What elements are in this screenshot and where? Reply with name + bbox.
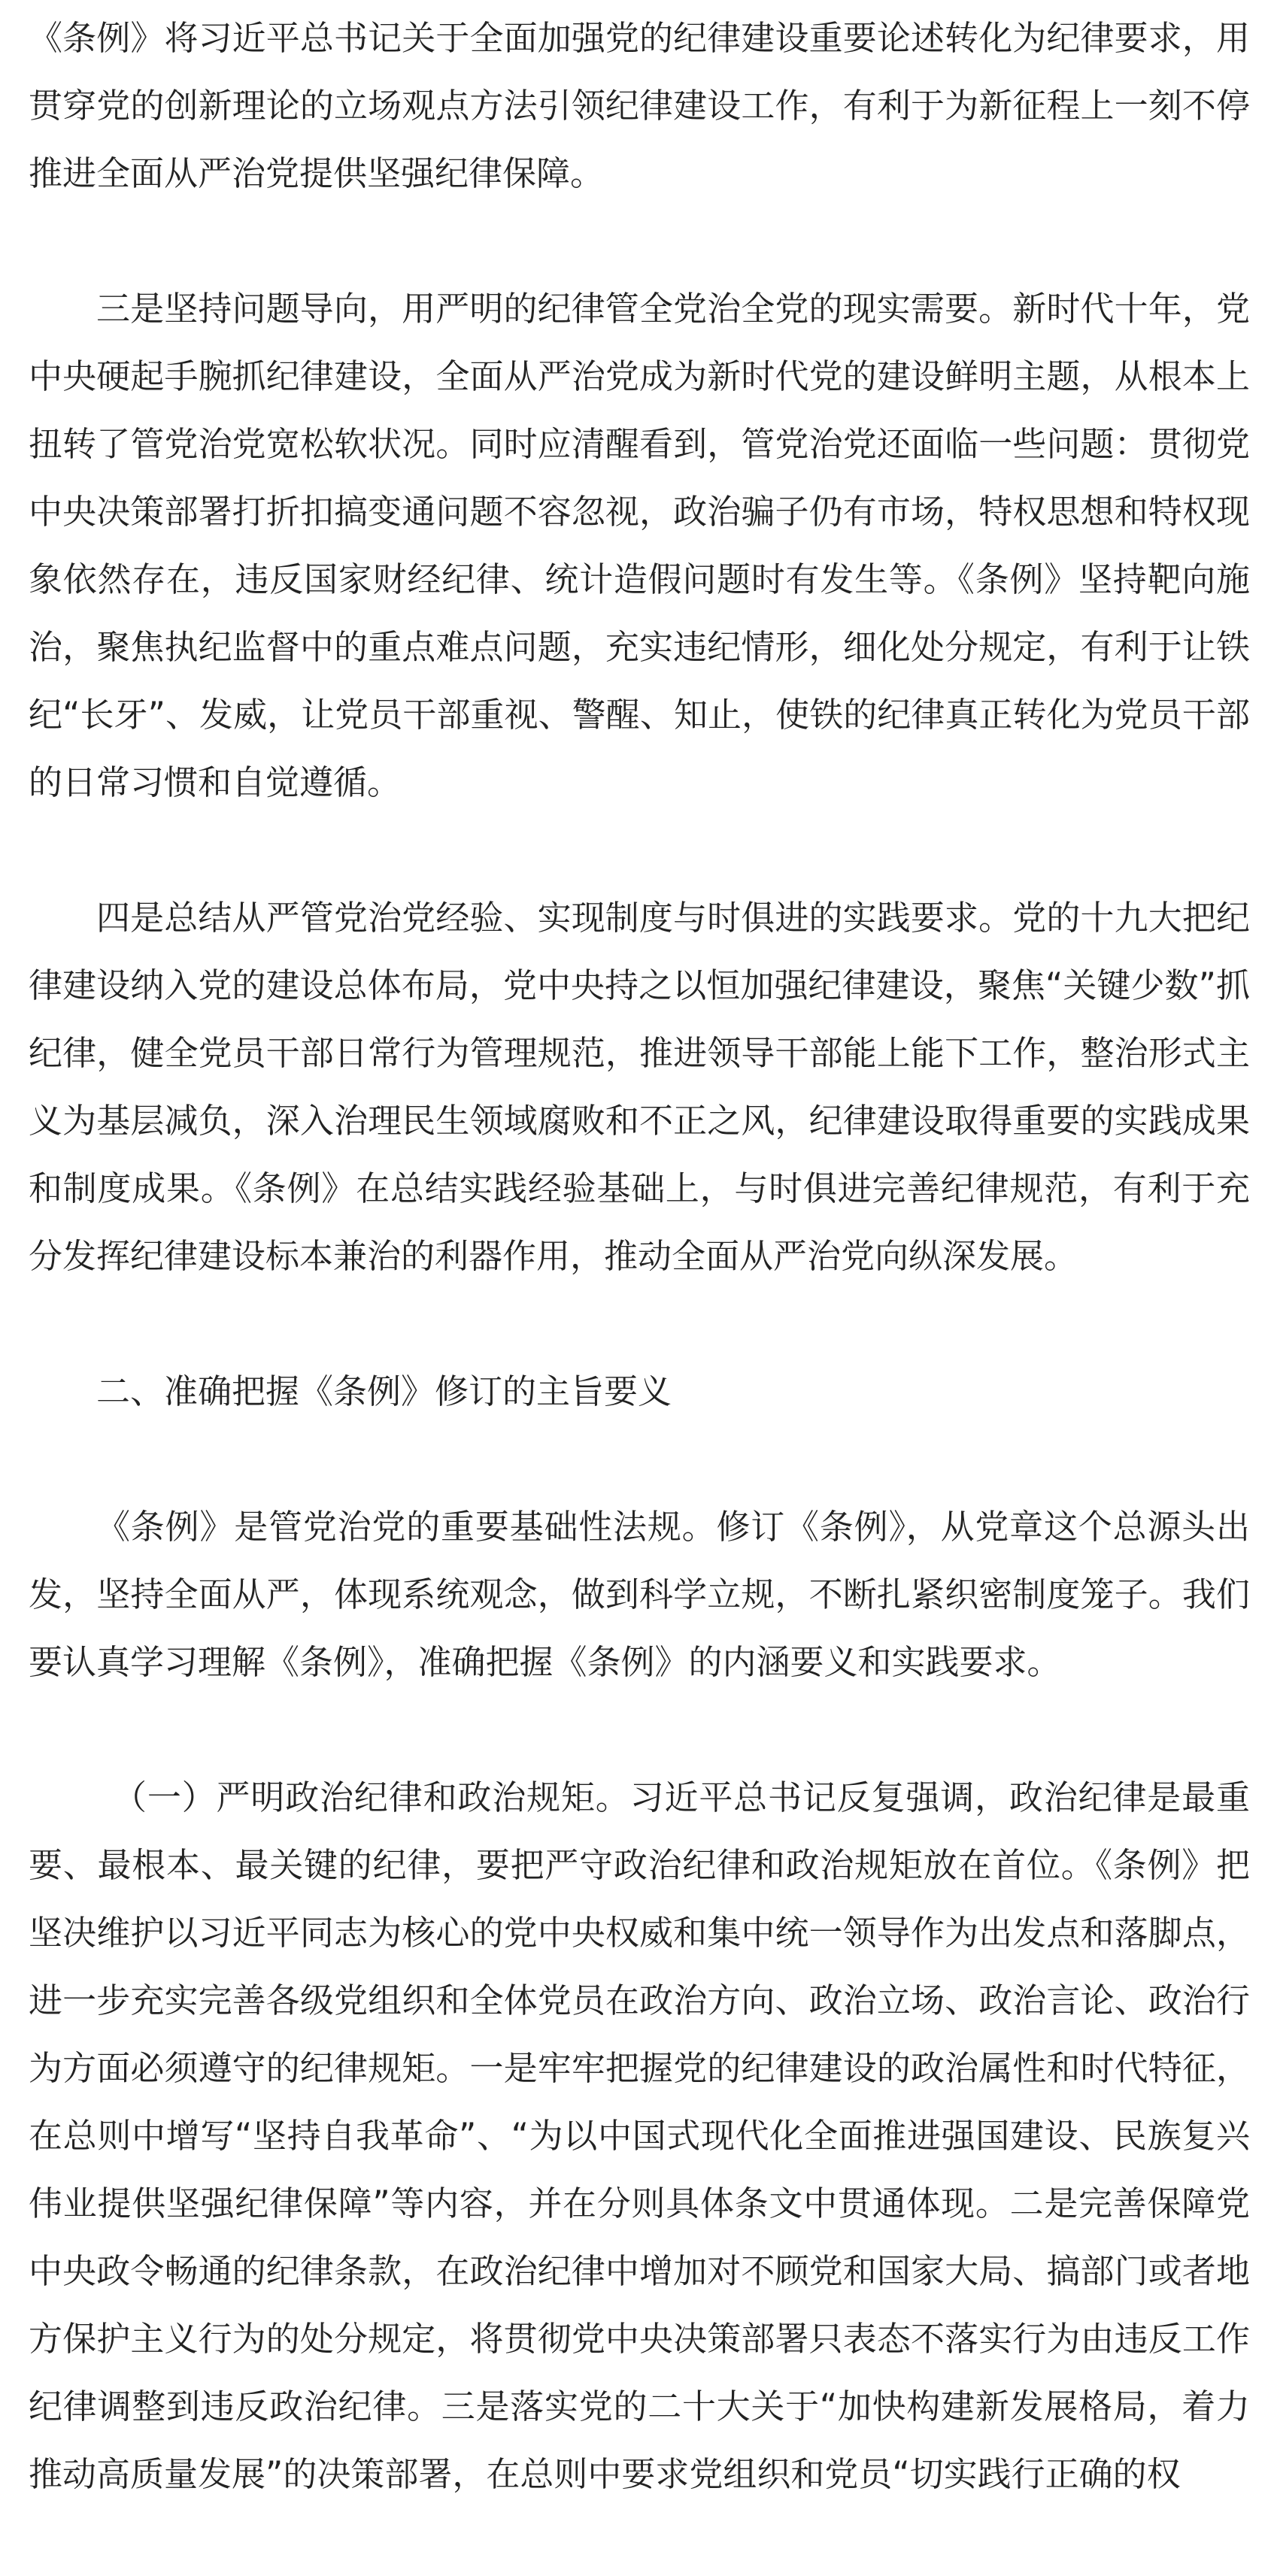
article-body [29,5,1250,2576]
paragraph-point-three: 三是坚持问题导向，用严明的纪律管全党治全党的现实需要。新时代十年，党中央硬起手腕抓纪律建设，全面从严治党成为新时代党的建设鲜明主题，从根本上扭转了管党治党宽松软状况。同时应清醒看到，管党治党还面临一些问题：贯彻党中央决策部署打折扣搞变通问题不容忽视，政治骗子仍有市场，特权思想和特权现象依然存在，违反国家财经纪律、统计造假问题时有发生等。《条例》坚持靶向施治，聚焦执纪监督中的重点难点问题，充实违纪情形，细化处分规定，有利于让铁纪“长牙”、发威，让党员干部重视、警醒、知止，使铁的纪律真正转化为党员干部的日常习惯和自觉遵循。 [29,289,1250,802]
paragraph-subsection-one: （一）严明政治纪律和政治规矩。习近平总书记反复强调，政治纪律是最重要、最根本、最关键的纪律，要把严守政治纪律和政治规矩放在首位。《条例》把坚决维护以习近平同志为核心的党中央权威和集中统一领导作为出发点和落脚点，进一步充实完善各级党组织和全体党员在政治方向、政治立场、政治言论、政治行为方面必须遵守的纪律规矩。一是牢牢把握党的纪律建设的政治属性和时代特征，在总则中增写“坚持自我革命”、“为以中国式现代化全面推进强国建设、民族复兴伟业提供坚强纪律保障”等内容，并在分则具体条文中贯通体现。二是完善保障党中央政令畅通的纪律条款，在政治纪律中增加对不顾党和国家大局、搞部门或者地方保护主义行为的处分规定，将贯彻党中央决策部署只表态不落实行为由违反工作纪律调整到违反政治纪律。三是落实党的二十大关于“加快构建新发展格局，着力推动高质量发展”的决策部署，在总则中要求党组织和党员“切实践行正确的权 [29,1777,1250,2494]
paragraph-point-four: 四是总结从严管党治党经验、实现制度与时俱进的实践要求。党的十九大把纪律建设纳入党的建设总体布局，党中央持之以恒加强纪律建设，聚焦“关键少数”抓纪律，健全党员干部日常行为管理规范，推进领导干部能上能下工作，整治形式主义为基层减负，深入治理民生领域腐败和不正之风，纪律建设取得重要的实践成果和制度成果。《条例》在总结实践经验基础上，与时俱进完善纪律规范，有利于充分发挥纪律建设标本兼治的利器作用，推动全面从严治党向纵深发展。 [29,898,1250,1276]
paragraph-continuation: 《条例》将习近平总书记关于全面加强党的纪律建设重要论述转化为纪律要求，用贯穿党的创新理论的立场观点方法引领纪律建设工作，有利于为新征程上一刻不停推进全面从严治党提供坚强纪律保障。 [29,18,1250,193]
section-heading-two: 二、准确把握《条例》修订的主旨要义 [96,1371,672,1411]
paragraph-section-intro: 《条例》是管党治党的重要基础性法规。修订《条例》，从党章这个总源头出发，坚持全面从严，体现系统观念，做到科学立规，不断扎紧织密制度笼子。我们要认真学习理解《条例》，准确把握《条例》的内涵要义和实践要求。 [29,1507,1250,1682]
